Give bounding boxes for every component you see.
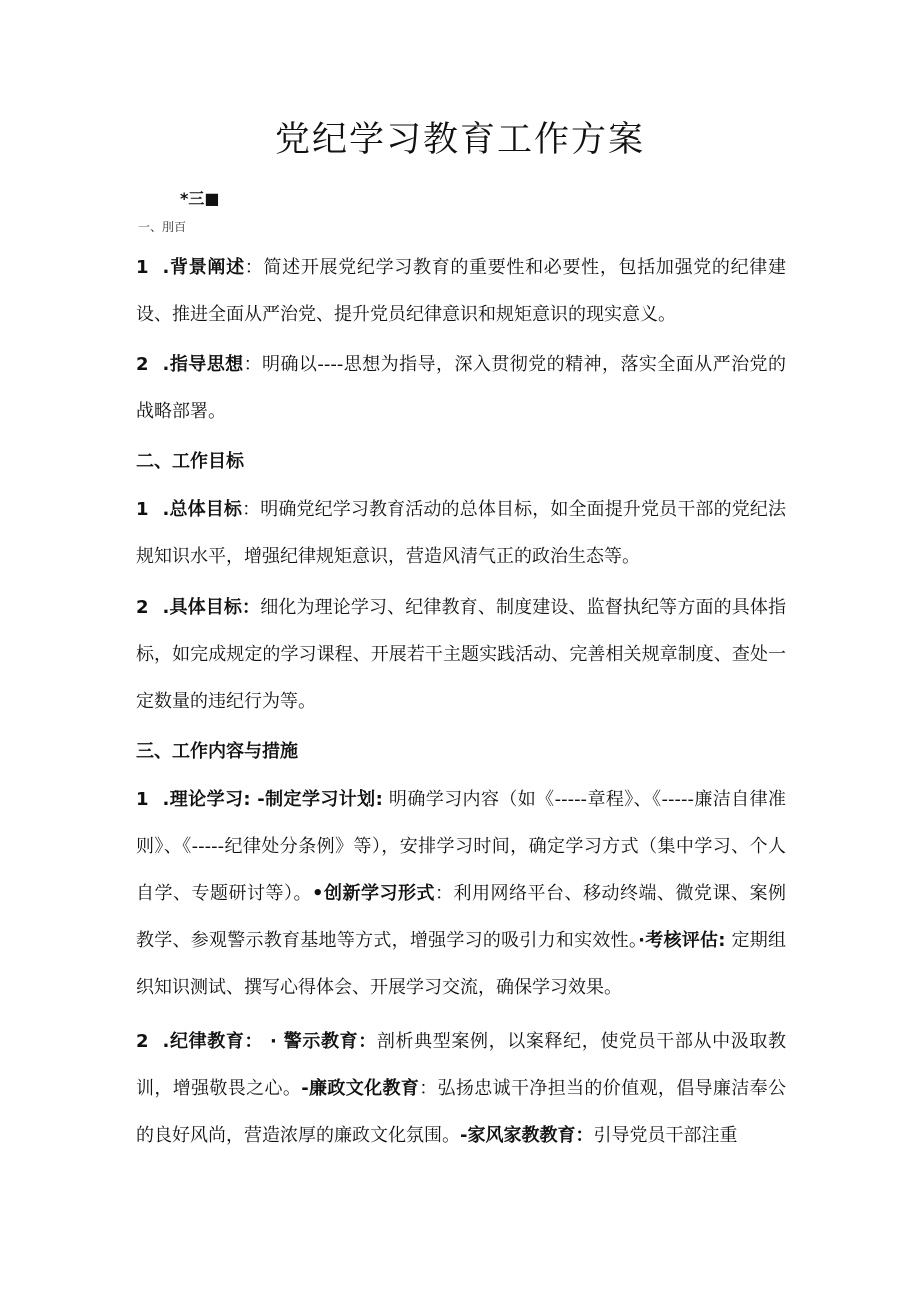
item-number: 2 — [136, 354, 149, 375]
item-text: 明确学习内容（如《-----章程》、《-----廉洁自律准则》、《-----纪律处分条例》等），安排学习时间，确定学习方式（集中学习、个人自学、专题研讨等）。 — [136, 789, 786, 904]
item-sublabel: · 警示教育： — [263, 1031, 377, 1052]
item-label: .总体目标 — [162, 499, 243, 520]
item-label: .纪律教育： — [162, 1031, 264, 1052]
item-text: ：弘扬忠诚干净担当的价值观，倡导廉洁奉公的良好风尚，营造浓厚的廉政文化氛围。 — [136, 1078, 786, 1146]
item-text: 剖析典型案例，以案释纪，使党员干部从中汲取教训，增强敬畏之心。 — [136, 1031, 786, 1099]
item-number: 2 — [136, 1031, 149, 1052]
item-text: 引导党员干部注重 — [593, 1125, 738, 1146]
item-text: ：明确党纪学习教育活动的总体目标，如全面提升党员干部的党纪法规知识水平，增强纪律规矩意识，营造风清气正的政治生态等。 — [136, 499, 787, 567]
item-text: 定期组织知识测试、撰写心得体会、开展学习交流，确保学习效果。 — [136, 930, 786, 998]
paragraph-guiding-thought — [136, 341, 786, 435]
item-text: 细化为理论学习、纪律教育、制度建设、监督执纪等方面的具体指标，如完成规定的学习课程、开展若干主题实践活动、完善相关规章制度、查处一定数量的违纪行为等。 — [136, 597, 786, 712]
section-heading-measures: 三、工作内容与措施 — [136, 741, 298, 762]
section-heading-goals: 二、工作目标 — [136, 451, 244, 472]
item-sublabel: ·考核评估: — [638, 930, 726, 951]
item-label: .背景阐述 — [162, 257, 245, 278]
document-title: 党纪学习教育工作方案 — [274, 120, 645, 160]
item-text: ：利用网络平台、移动终端、微党课、案例教学、参观警示教育基地等方式，增强学习的吸引力和实效性。 — [136, 883, 787, 951]
item-sublabel: -廉政文化教育 — [301, 1078, 420, 1099]
item-sublabel: •创新学习形式 — [312, 883, 436, 904]
section-preface-label: 一、刖百 — [138, 220, 187, 234]
item-number: 1 — [136, 499, 149, 520]
item-number: 1 — [136, 789, 149, 810]
header-mark: *三■ — [180, 189, 220, 208]
item-label: .指导思想 — [162, 354, 244, 375]
item-text: ：明确以----思想为指导，深入贯彻党的精神，落实全面从严治党的战略部署。 — [136, 354, 786, 422]
paragraph-overall-goal — [136, 486, 786, 580]
item-label: .理论学习: -制定学习计划: — [162, 789, 383, 810]
item-label: .具体目标： — [162, 597, 261, 618]
paragraph-specific-goal — [136, 584, 786, 725]
item-number: 1 — [136, 257, 149, 278]
paragraph-discipline-education — [136, 1018, 786, 1159]
item-text: ：简述开展党纪学习教育的重要性和必要性，包括加强党的纪律建设、推进全面从严治党、提升党员纪律意识和规矩意识的现实意义。 — [136, 257, 786, 325]
paragraph-theory-study — [136, 776, 786, 1011]
item-sublabel: -家风家教教育： — [460, 1125, 594, 1146]
item-number: 2 — [136, 597, 149, 618]
paragraph-background — [136, 244, 786, 338]
